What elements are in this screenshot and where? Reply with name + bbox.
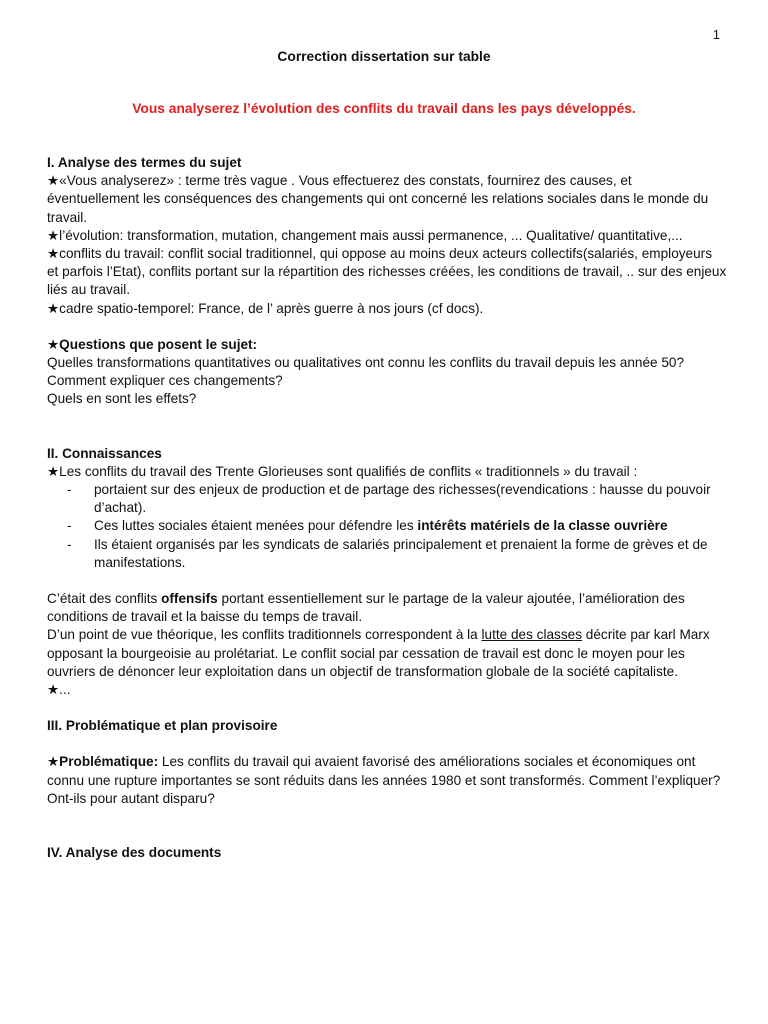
problematique-label: ★Problématique: xyxy=(47,754,159,770)
paragraph-text: portant essentiellement sur le partage de la valeur ajoutée, l’amélioration des conditions de travail et la baisse du temps de travail. xyxy=(47,591,685,625)
paragraph-text: C’était des conflits xyxy=(47,591,162,607)
paragraph xyxy=(47,590,727,626)
list-item: - portaient sur des enjeux de production et de partage des richesses(revendications : hausse du pouvoir d’achat). xyxy=(94,481,727,517)
section-problematique xyxy=(47,717,727,808)
paragraph-text: Les conflits du travail qui avaient favorisé des améliorations sociales et économiques ont connu une rupture importantes se sont réduits dans les années 1980 et sont transformés. Comment l’expliquer? Ont-ils pour autant disparu? xyxy=(47,754,721,806)
section-heading: I. Analyse des termes du sujet xyxy=(47,155,242,170)
emphasis-text: intérêts matériels de la classe ouvrière xyxy=(417,518,668,534)
intro-paragraph: ★Les conflits du travail des Trente Glorieuses sont qualifiés de conflits « traditionnels » du travail : xyxy=(47,463,638,479)
question-item: Quelles transformations quantitatives ou qualitatives ont connu les conflits du travail depuis les année 50? xyxy=(47,355,685,371)
section-heading: IV. Analyse des documents xyxy=(47,845,222,861)
section-connaissances xyxy=(47,445,727,700)
section-heading: II. Connaissances xyxy=(47,445,162,461)
section-analyse-termes xyxy=(47,154,727,409)
term-item: ★«Vous analyserez» : terme très vague . Vous effectuerez des constats, fournirez des causes, et éventuellement les conséquences des changements qui ont concerné les relations sociales dans le monde du travail. xyxy=(47,173,709,225)
section-analyse-documents xyxy=(47,844,727,862)
paragraph-text: D’un point de vue théorique, les conflits traditionnels correspondent à la xyxy=(47,627,482,643)
questions-heading: ★Questions que posent le sujet: xyxy=(47,336,258,352)
paragraph-text: décrite par karl Marx opposant la bourgeoisie au prolétariat. Le conflit social par cessation de travail est donc le moyen pour les ouvriers de dénoncer leur exploitation dans un objectif de transformation globale de la société capitaliste. xyxy=(47,627,710,679)
question-item: Quels en sont les effets? xyxy=(47,391,197,407)
underlined-text: lutte des classes xyxy=(481,627,583,643)
list-item xyxy=(94,517,727,535)
dash-list xyxy=(47,481,727,572)
problematique-paragraph xyxy=(47,753,727,808)
document-title: Correction dissertation sur table xyxy=(277,49,491,64)
document-body xyxy=(47,154,727,862)
list-item-text: Ces luttes sociales étaient menées pour défendre les xyxy=(94,518,418,534)
term-item: ★l’évolution: transformation, mutation, changement mais aussi permanence, ... Qualitative/ quantitative,... xyxy=(47,227,683,243)
ellipsis-item: ★... xyxy=(47,682,71,698)
term-item: ★conflits du travail: conflit social traditionnel, qui oppose au moins deux acteurs collectifs(salariés, employeurs et parfois l’Etat), conflits portant sur la répartition des richesses créées, les conditions de travail, .. sur des enjeux liés au travail. xyxy=(47,246,727,298)
term-item: ★cadre spatio-temporel: France, de l’ après guerre à nos jours (cf docs). xyxy=(47,300,484,316)
list-item: - Ils étaient organisés par les syndicats de salariés principalement et prenaient la forme de grèves et de manifestations. xyxy=(94,536,727,572)
dissertation-subject: Vous analyserez l’évolution des conflits du travail dans les pays développés. xyxy=(132,101,636,116)
page-number: 1 xyxy=(712,27,720,42)
emphasis-text: offensifs xyxy=(161,591,218,607)
question-item: Comment expliquer ces changements? xyxy=(47,373,283,389)
paragraph xyxy=(47,626,727,681)
section-heading: III. Problématique et plan provisoire xyxy=(47,718,278,734)
